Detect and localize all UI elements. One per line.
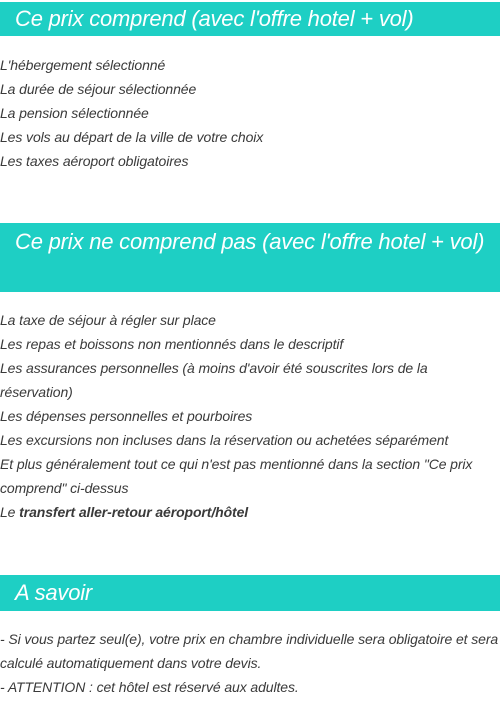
- list-item-transfer: [0, 500, 500, 524]
- a-savoir-notes: [0, 627, 500, 699]
- list-item: L'hébergement sélectionné: [0, 57, 166, 73]
- note-item: - ATTENTION : cet hôtel est réservé aux adultes.: [0, 679, 299, 695]
- list-item: Les vols au départ de la ville de votre choix: [0, 129, 264, 145]
- section-header-not-included: Ce prix ne comprend pas (avec l'offre hotel + vol): [0, 223, 500, 292]
- list-item: Et plus généralement tout ce qui n'est pas mentionné dans la section "Ce prix comprend" ci-dessus: [0, 456, 473, 496]
- note-item: - Si vous partez seul(e), votre prix en chambre individuelle sera obligatoire et sera calculé automatiquement dans votre devis.: [0, 631, 499, 671]
- list-item: La taxe de séjour à régler sur place: [0, 312, 216, 328]
- list-item: Les assurances personnelles (à moins d'avoir été souscrites lors de la réservation): [0, 360, 428, 400]
- list-item: Les dépenses personnelles et pourboires: [0, 408, 253, 424]
- section-header-a-savoir: A savoir: [0, 575, 500, 611]
- list-item: Les excursions non incluses dans la réservation ou achetées séparément: [0, 432, 449, 448]
- list-item: La pension sélectionnée: [0, 105, 149, 121]
- transfer-prefix: Le: [0, 504, 20, 520]
- list-item: La durée de séjour sélectionnée: [0, 81, 197, 97]
- not-included-list: [0, 308, 500, 524]
- included-list: [0, 53, 500, 173]
- section-header-included: Ce prix comprend (avec l'offre hotel + vol): [0, 2, 500, 36]
- transfer-bold-text: transfert aller-retour aéroport/hôtel: [19, 504, 249, 520]
- list-item: Les repas et boissons non mentionnés dans le descriptif: [0, 336, 344, 352]
- list-item: Les taxes aéroport obligatoires: [0, 153, 189, 169]
